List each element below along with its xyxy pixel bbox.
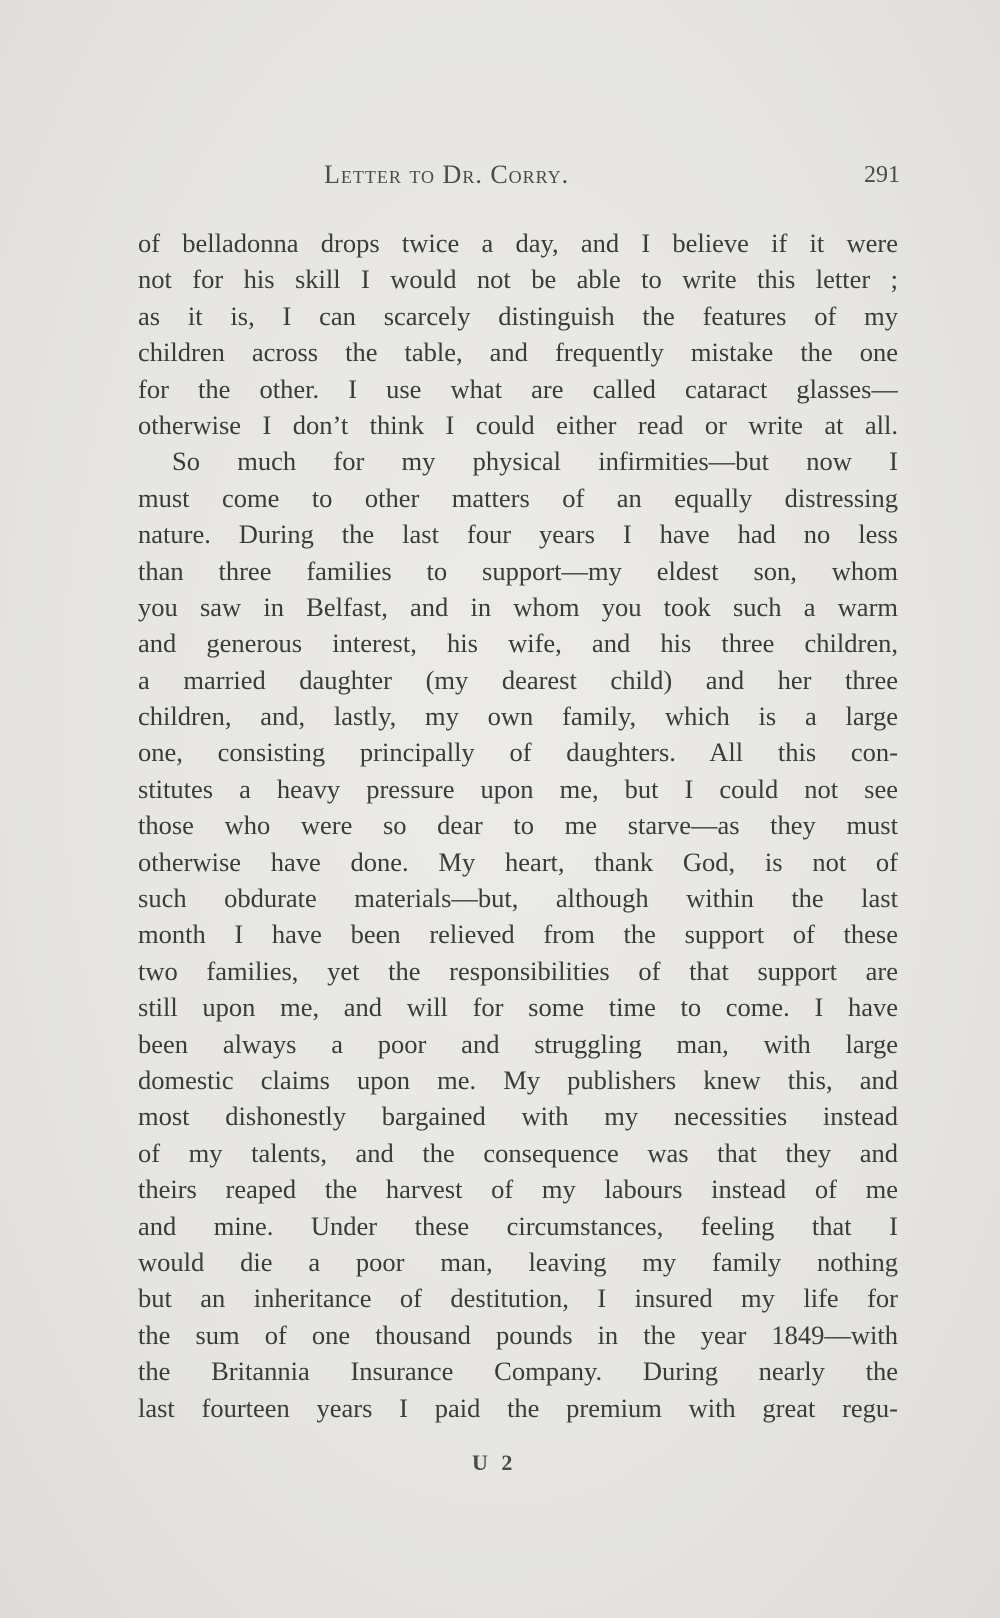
text-line: not for his skill I would not be able to write this letter ; [138,264,898,295]
text-line: a married daughter (my dearest child) and her three [138,664,898,695]
text-line: children, and, lastly, my own family, which is a large [138,701,898,732]
text-line: still upon me, and will for some time to come. I have [138,992,898,1023]
text-line: must come to other matters of an equally distressing [138,482,898,513]
text-line: but an inheritance of destitution, I insured my life for [138,1283,898,1314]
text-line: and mine. Under these circumstances, feeling that I [138,1210,898,1241]
text-line: stitutes a heavy pressure upon me, but I could not see [138,773,898,804]
signature-mark: U 2 [472,1450,517,1475]
text-line: domestic claims upon me. My publishers knew this, and [138,1064,898,1095]
text-line: those who were so dear to me starve—as they must [138,810,898,841]
text-line: and generous interest, his wife, and his three children, [138,628,898,659]
text-line: children across the table, and frequently mistake the one [138,337,898,368]
text-line: theirs reaped the harvest of my labours instead of me [138,1174,898,1205]
text-line: otherwise have done. My heart, thank God, is not of [138,846,898,877]
text-line: most dishonestly bargained with my necessities instead [138,1101,898,1132]
text-line: So much for my physical infirmities—but now I [172,446,898,477]
text-line: as it is, I can scarcely distinguish the features of my [138,300,898,331]
text-line: been always a poor and struggling man, with large [138,1028,898,1059]
page-number: 291 [864,162,900,188]
text-line: such obdurate materials—but, although within the last [138,883,898,914]
text-line: than three families to support—my eldest son, whom [138,555,898,586]
text-line: the sum of one thousand pounds in the year 1849—with [138,1319,898,1350]
text-line: of belladonna drops twice a day, and I believe if it were [138,228,898,258]
text-line: two families, yet the responsibilities of that support are [138,955,898,986]
text-line: one, consisting principally of daughters. All this con- [138,737,898,768]
text-line: nature. During the last four years I have had no less [138,519,898,550]
text-line: the Britannia Insurance Company. During nearly the [138,1356,898,1387]
text-line: month I have been relieved from the support of these [138,919,898,950]
text-line: for the other. I use what are called cataract glasses— [138,373,898,404]
text-line: last fourteen years I paid the premium with great regu- [138,1392,898,1423]
running-head [138,160,900,200]
letter-body-text [138,225,898,1426]
text-line: you saw in Belfast, and in whom you took such a warm [138,591,898,622]
running-title: Letter to Dr. Corry. [324,160,570,189]
text-line: would die a poor man, leaving my family nothing [138,1246,898,1277]
text-line: of my talents, and the consequence was that they and [138,1137,898,1168]
text-line: otherwise I don’t think I could either read or write at all. [138,409,898,440]
